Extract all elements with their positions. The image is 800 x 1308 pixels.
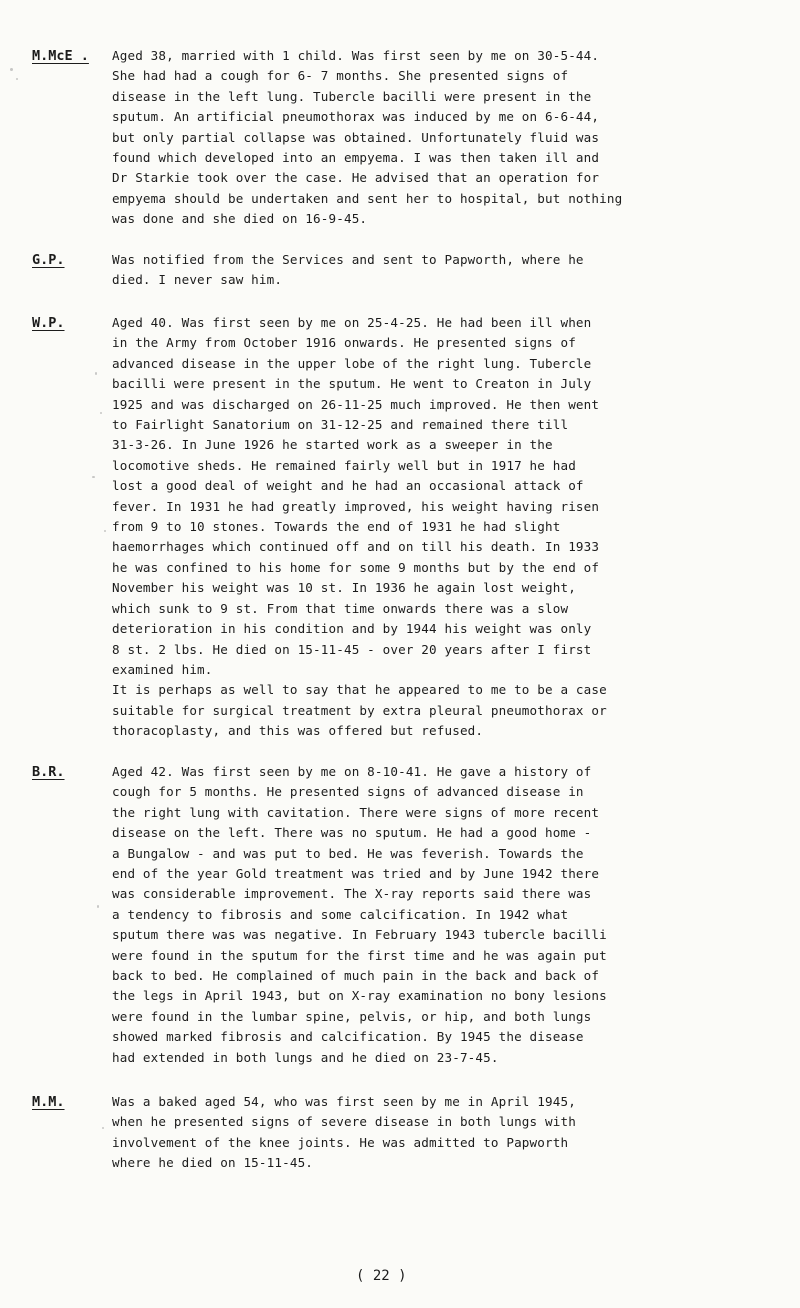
text-line: empyema should be undertaken and sent her to hospital, but nothing bbox=[112, 190, 623, 206]
scan-speck bbox=[92, 476, 95, 478]
patient-initials: G.P. bbox=[32, 252, 65, 268]
case-text bbox=[112, 762, 780, 1068]
text-line: but only partial collapse was obtained. Unfortunately fluid was bbox=[112, 129, 600, 145]
text-line: It is perhaps as well to say that he appeared to me to be a case bbox=[112, 682, 607, 698]
text-line: was done and she died on 16-9-45. bbox=[112, 211, 368, 227]
text-line: Dr Starkie took over the case. He advised that an operation for bbox=[112, 170, 600, 186]
text-line: Was a baked aged 54, who was first seen by me in April 1945, bbox=[112, 1094, 576, 1109]
text-line: disease in the left lung. Tubercle bacilli were present in the bbox=[112, 88, 592, 104]
text-line: Aged 42. Was first seen by me on 8-10-41. He gave a history of bbox=[112, 764, 592, 779]
text-line: thoracoplasty, and this was offered but refused. bbox=[112, 723, 484, 739]
page-number: ( 22 ) bbox=[356, 1268, 407, 1284]
scan-speck bbox=[95, 372, 97, 375]
text-line: Aged 38, married with 1 child. Was first seen by me on 30-5-44. bbox=[112, 48, 600, 63]
text-line: when he presented signs of severe disease in both lungs with bbox=[112, 1114, 576, 1130]
text-line: were found in the lumbar spine, pelvis, or hip, and both lungs bbox=[112, 1008, 592, 1024]
case-text bbox=[112, 1092, 780, 1174]
text-line: sputum. An artificial pneumothorax was induced by me on 6-6-44, bbox=[112, 109, 600, 125]
patient-initials: M.McE . bbox=[32, 48, 89, 64]
text-line: he was confined to his home for some 9 months but by the end of bbox=[112, 559, 600, 575]
scan-speck bbox=[102, 1127, 104, 1129]
text-line: end of the year Gold treatment was tried and by June 1942 there bbox=[112, 866, 600, 882]
scan-speck bbox=[10, 68, 13, 71]
text-line: sputum there was was negative. In February 1943 tubercle bacilli bbox=[112, 927, 607, 943]
text-line: examined him. bbox=[112, 661, 213, 677]
scan-speck bbox=[100, 412, 102, 414]
text-line: where he died on 15-11-45. bbox=[112, 1155, 314, 1171]
text-line: deterioration in his condition and by 1944 his weight was only bbox=[112, 621, 592, 637]
patient-initials: W.P. bbox=[32, 315, 65, 331]
text-line: which sunk to 9 st. From that time onwards there was a slow bbox=[112, 600, 569, 616]
text-line: had extended in both lungs and he died on 23-7-45. bbox=[112, 1049, 499, 1065]
text-line: lost a good deal of weight and he had an occasional attack of bbox=[112, 478, 584, 494]
text-line: 8 st. 2 lbs. He died on 15-11-45 - over 20 years after I first bbox=[112, 641, 592, 657]
text-line: bacilli were present in the sputum. He went to Creaton in July bbox=[112, 376, 592, 392]
text-line: the right lung with cavitation. There were signs of more recent bbox=[112, 804, 600, 820]
text-line: from 9 to 10 stones. Towards the end of 1931 he had slight bbox=[112, 519, 561, 535]
text-line: in the Army from October 1916 onwards. He presented signs of bbox=[112, 335, 576, 351]
text-line: a Bungalow - and was put to bed. He was feverish. Towards the bbox=[112, 845, 584, 861]
text-line: died. I never saw him. bbox=[112, 272, 283, 288]
text-line: was considerable improvement. The X-ray reports said there was bbox=[112, 886, 592, 902]
text-line: locomotive sheds. He remained fairly well but in 1917 he had bbox=[112, 457, 576, 473]
text-line: were found in the sputum for the first time and he was again put bbox=[112, 947, 607, 963]
text-line: found which developed into an empyema. I was then taken ill and bbox=[112, 150, 600, 166]
text-line: November his weight was 10 st. In 1936 he again lost weight, bbox=[112, 580, 576, 596]
text-line: Aged 40. Was first seen by me on 25-4-25. He had been ill when bbox=[112, 315, 592, 330]
case-text bbox=[112, 250, 780, 291]
text-line: Was notified from the Services and sent to Papworth, where he bbox=[112, 252, 584, 267]
text-line: cough for 5 months. He presented signs of advanced disease in bbox=[112, 784, 584, 800]
text-line: suitable for surgical treatment by extra pleural pneumothorax or bbox=[112, 702, 607, 718]
text-line: She had had a cough for 6- 7 months. She presented signs of bbox=[112, 68, 569, 84]
case-text bbox=[112, 313, 780, 742]
text-line: disease on the left. There was no sputum. He had a good home - bbox=[112, 825, 592, 841]
scan-speck bbox=[104, 530, 106, 532]
text-line: a tendency to fibrosis and some calcification. In 1942 what bbox=[112, 906, 569, 922]
text-line: 1925 and was discharged on 26-11-25 much improved. He then went bbox=[112, 396, 600, 412]
case-text bbox=[112, 46, 780, 230]
scan-speck bbox=[16, 78, 18, 80]
text-line: advanced disease in the upper lobe of the right lung. Tubercle bbox=[112, 355, 592, 371]
patient-initials: M.M. bbox=[32, 1094, 65, 1110]
patient-initials: B.R. bbox=[32, 764, 65, 780]
text-line: fever. In 1931 he had greatly improved, his weight having risen bbox=[112, 498, 600, 514]
scan-speck bbox=[97, 905, 99, 908]
text-line: back to bed. He complained of much pain in the back and back of bbox=[112, 968, 600, 984]
text-line: showed marked fibrosis and calcification. By 1945 the disease bbox=[112, 1029, 584, 1045]
text-line: involvement of the knee joints. He was admitted to Papworth bbox=[112, 1134, 569, 1150]
text-line: haemorrhages which continued off and on till his death. In 1933 bbox=[112, 539, 600, 555]
text-line: 31-3-26. In June 1926 he started work as a sweeper in the bbox=[112, 437, 553, 453]
text-line: the legs in April 1943, but on X-ray examination no bony lesions bbox=[112, 988, 607, 1004]
text-line: to Fairlight Sanatorium on 31-12-25 and remained there till bbox=[112, 417, 569, 433]
